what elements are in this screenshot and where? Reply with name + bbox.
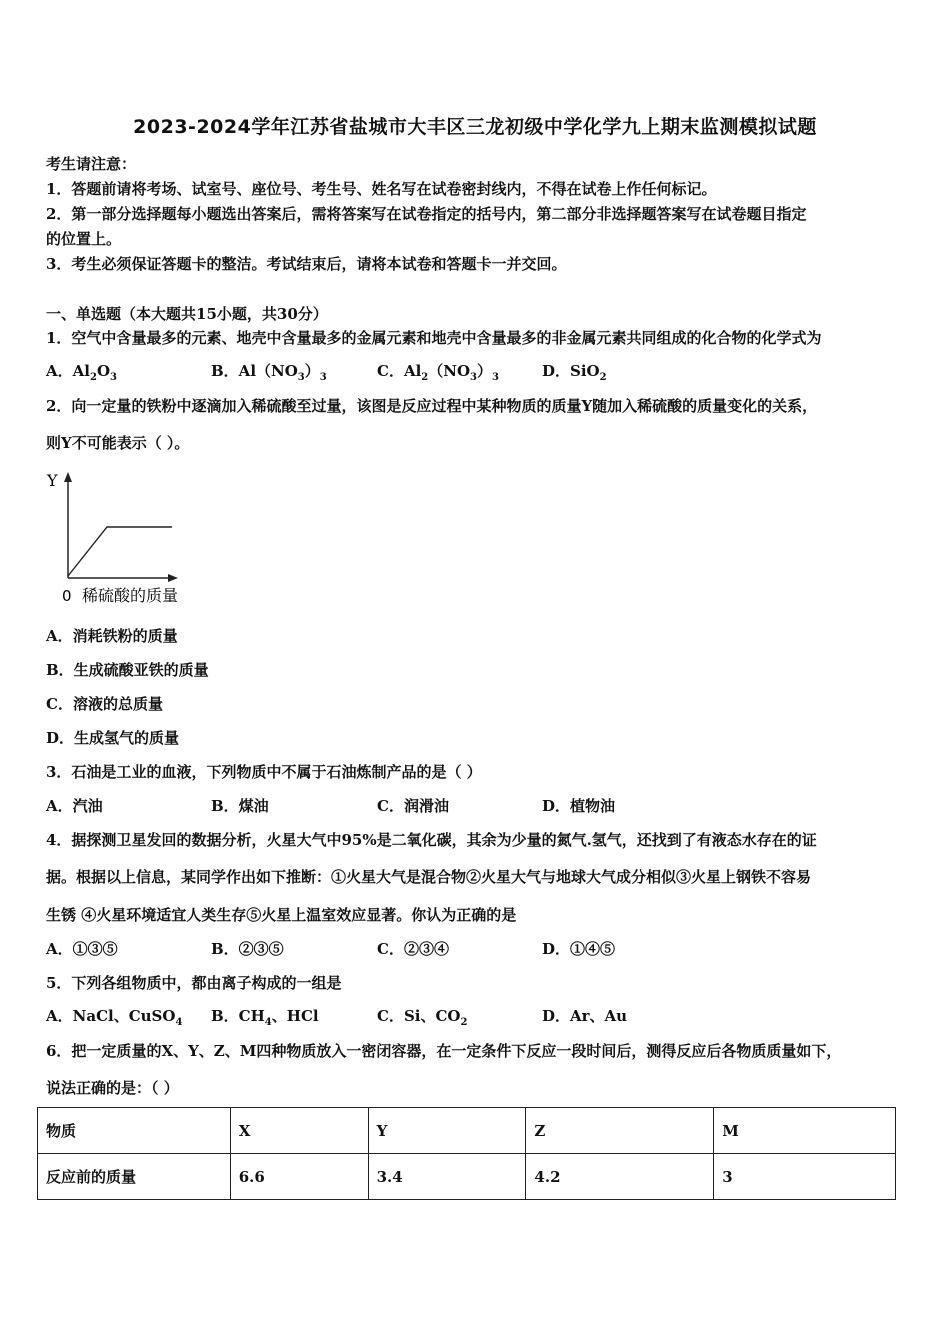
question-6-stem: 6．把一定质量的X、Y、Z、M四种物质放入一密闭容器，在一定条件下反应一段时间后，测得反应后各物质质量如下， <box>46 1042 842 1060</box>
table-cell: Y <box>368 1108 526 1154</box>
question-3-option-b: B．煤油 <box>211 797 269 815</box>
notice-item: 的位置上。 <box>46 230 122 248</box>
table-cell: X <box>230 1108 368 1154</box>
question-4-option-d: D．①④⑤ <box>542 940 616 958</box>
notice-item: 2．第一部分选择题每小题选出答案后，需将答案写在试卷指定的括号内，第二部分非选择题答案写在试卷题目指定 <box>46 205 807 223</box>
question-5-option-b: B．$CH_4$、HCl <box>211 1007 319 1028</box>
page-title: 2023-2024学年江苏省盐城市大丰区三龙初级中学化学九上期末监测模拟试题 <box>133 116 817 138</box>
table-cell: 4.2 <box>526 1154 714 1200</box>
question-5-stem: 5．下列各组物质中，都由离子构成的一组是 <box>46 974 342 992</box>
section-heading: 一、单选题（本大题共15小题，共30分） <box>46 305 328 323</box>
graph-x-arrow <box>168 574 178 582</box>
question-3-option-a: A．汽油 <box>46 797 103 815</box>
question-4-option-c: C．②③④ <box>377 940 449 958</box>
question-3-stem: 3．石油是工业的血液，下列物质中不属于石油炼制产品的是（ ） <box>46 763 482 781</box>
graph-origin-label: 0 <box>62 587 72 605</box>
table-header-row <box>38 1108 896 1154</box>
question-2-option-c: C．溶液的总质量 <box>46 695 163 713</box>
mass-table <box>37 1107 896 1200</box>
table-cell: 反应前的质量 <box>38 1154 231 1200</box>
question-2-stem-cont: 则Y不可能表示（ ）。 <box>46 434 190 452</box>
question-4-stem-cont: 据。根据以上信息，某同学作出如下推断：①火星大气是混合物②火星大气与地球大气成分相似③火星上钢铁不容易 <box>46 868 812 886</box>
question-1-option-c: C．$Al_2(NO_3)_3$ <box>377 362 499 383</box>
table-cell: M <box>714 1108 896 1154</box>
graph-x-label: 稀硫酸的质量 <box>82 586 179 605</box>
question-5-option-c: C．Si、$CO_2$ <box>377 1007 468 1028</box>
graph-y-label: Y <box>47 471 58 490</box>
table-row <box>38 1154 896 1200</box>
question-1-option-a: A．$Al_2O_3$ <box>46 362 117 383</box>
table-cell: Z <box>526 1108 714 1154</box>
table-cell: 3.4 <box>368 1154 526 1200</box>
question-1-stem: 1．空气中含量最多的元素、地壳中含量最多的金属元素和地壳中含量最多的非金属元素共同组成的化合物的化学式为 <box>46 329 822 347</box>
question-2-option-a: A．消耗铁粉的质量 <box>46 627 178 645</box>
question-2-option-d: D．生成氢气的质量 <box>46 729 180 747</box>
table-cell: 3 <box>714 1154 896 1200</box>
question-4-option-b: B．②③⑤ <box>211 940 284 958</box>
question-4-stem: 4．据探测卫星发回的数据分析，火星大气中95%是二氧化碳，其余为少量的氮气.氢气，还找到了有液态水存在的证 <box>46 831 817 849</box>
question-1-option-b: B．$Al(NO_3)_3$ <box>211 362 327 383</box>
question-5-option-a: A．NaCl、CuSO$_4$ <box>46 1007 183 1028</box>
table-cell: 物质 <box>38 1108 231 1154</box>
question-4-stem-cont: 生锈 ④火星环境适宜人类生存⑤火星上温室效应显著。你认为正确的是 <box>46 906 517 924</box>
graph-curve <box>68 527 172 576</box>
notice-item: 1．答题前请将考场、试室号、座位号、考生号、姓名写在试卷密封线内，不得在试卷上作任何标记。 <box>46 180 717 198</box>
question-6-stem-cont: 说法正确的是：（ ） <box>46 1079 179 1097</box>
graph-y-arrow <box>64 472 72 482</box>
table-cell: 6.6 <box>230 1154 368 1200</box>
question-2-option-b: B．生成硫酸亚铁的质量 <box>46 661 209 679</box>
question-4-option-a: A．①③⑤ <box>46 940 118 958</box>
question-5-option-d: D．Ar、Au <box>542 1007 628 1025</box>
question-1-option-d: D．SiO$_2$ <box>542 362 607 383</box>
notice-heading: 考生请注意： <box>46 155 137 173</box>
reaction-graph <box>44 468 204 613</box>
question-2-stem: 2．向一定量的铁粉中逐滴加入稀硫酸至过量，该图是反应过程中某种物质的质量Y随加入稀硫酸的质量变化的关系， <box>46 397 818 415</box>
notice-item: 3．考生必须保证答题卡的整洁。考试结束后，请将本试卷和答题卡一并交回。 <box>46 255 567 273</box>
question-3-option-d: D．植物油 <box>542 797 616 815</box>
question-3-option-c: C．润滑油 <box>377 797 449 815</box>
